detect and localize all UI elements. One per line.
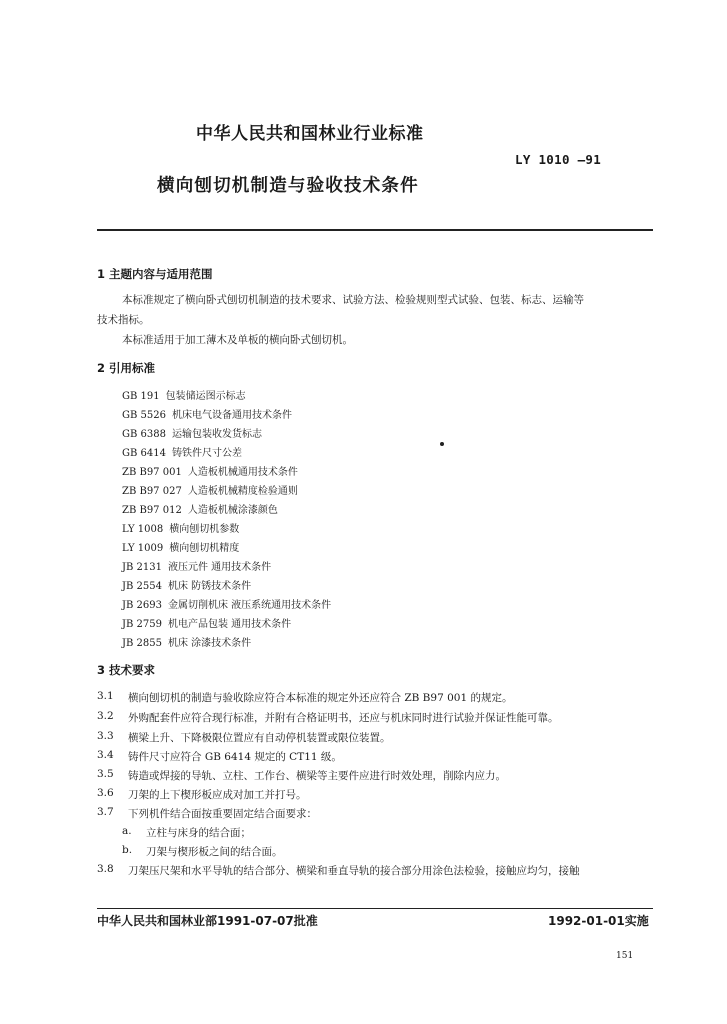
clause-number: 3.8 bbox=[97, 863, 114, 875]
reference-item bbox=[122, 425, 262, 440]
effective-date: 1992-01-01实施 bbox=[548, 914, 649, 928]
reference-name: 人造板机械通用技术条件 bbox=[187, 467, 298, 478]
section-1-paragraph-1b: 技术指标。 bbox=[97, 314, 150, 326]
reference-name: 机电产品包装 通用技术条件 bbox=[168, 619, 292, 630]
footer-divider bbox=[97, 908, 653, 909]
clause-subitem-text: 刀架与楔形板之间的结合面。 bbox=[146, 846, 283, 858]
clause-number: 3.6 bbox=[97, 787, 114, 799]
reference-code: ZB B97 012 bbox=[122, 505, 182, 516]
clause-text: 横梁上升、下降极限位置应有自动停机装置或限位装置。 bbox=[128, 732, 391, 744]
section-1-heading: 1 主题内容与适用范围 bbox=[97, 267, 213, 281]
reference-code: JB 2759 bbox=[122, 619, 162, 630]
reference-code: JB 2554 bbox=[122, 581, 162, 592]
reference-code: GB 191 bbox=[122, 391, 160, 402]
clause-number: 3.7 bbox=[97, 806, 114, 818]
clause-text: 外购配套件应符合现行标准，并附有合格证明书，还应与机床同时进行试验并保证性能可靠。 bbox=[128, 712, 559, 724]
section-2-heading: 2 引用标准 bbox=[97, 361, 156, 375]
reference-code: ZB B97 001 bbox=[122, 467, 182, 478]
reference-name: 金属切削机床 液压系统通用技术条件 bbox=[168, 600, 332, 611]
reference-name: 人造板机械涂漆颜色 bbox=[187, 505, 278, 516]
reference-name: 铸铁件尺寸公差 bbox=[171, 448, 242, 459]
clause-number: 3.5 bbox=[97, 768, 114, 780]
section-1-paragraph-1a: 本标准规定了横向卧式刨切机制造的技术要求、试验方法、检验规则型式试验、包装、标志、运输等 bbox=[122, 294, 584, 306]
reference-name: 横向刨切机精度 bbox=[169, 543, 240, 554]
clause-text: 横向刨切机的制造与验收除应符合本标准的规定外还应符合 ZB B97 001 的规定。 bbox=[128, 692, 513, 704]
reference-name: 机床 涂漆技术条件 bbox=[168, 638, 252, 649]
clause-subitem-label: b. bbox=[122, 844, 133, 856]
reference-code: LY 1008 bbox=[122, 524, 164, 535]
approval-statement: 中华人民共和国林业部1991-07-07批准 bbox=[97, 914, 318, 928]
reference-code: GB 6388 bbox=[122, 429, 166, 440]
reference-code: JB 2855 bbox=[122, 638, 162, 649]
reference-code: JB 2693 bbox=[122, 600, 162, 611]
reference-item bbox=[122, 634, 251, 649]
reference-name: 横向刨切机参数 bbox=[169, 524, 240, 535]
reference-item bbox=[122, 501, 278, 516]
clause-text: 刀架的上下楔形板应成对加工并打号。 bbox=[128, 789, 307, 801]
reference-item bbox=[122, 558, 271, 573]
reference-item bbox=[122, 615, 291, 630]
reference-item bbox=[122, 444, 242, 459]
reference-item bbox=[122, 387, 246, 402]
reference-item bbox=[122, 520, 239, 535]
header-divider bbox=[97, 229, 653, 231]
reference-code: GB 6414 bbox=[122, 448, 166, 459]
clause-number: 3.1 bbox=[97, 690, 114, 702]
clause-number: 3.2 bbox=[97, 710, 114, 722]
reference-name: 人造板机械精度检验通则 bbox=[187, 486, 298, 497]
document-title: 横向刨切机制造与验收技术条件 bbox=[157, 176, 419, 196]
clause-text: 铸造或焊接的导轨、立柱、工作台、横梁等主要件应进行时效处理，削除内应力。 bbox=[128, 770, 506, 782]
reference-code: JB 2131 bbox=[122, 562, 162, 573]
issuing-organization: 中华人民共和国林业行业标准 bbox=[196, 124, 424, 144]
reference-name: 包装储运图示标志 bbox=[165, 391, 246, 402]
reference-item bbox=[122, 463, 298, 478]
clause-text: 下列机件结合面按重要固定结合面要求： bbox=[128, 808, 317, 820]
clause-subitem-text: 立柱与床身的结合面； bbox=[146, 827, 251, 839]
clause-subitem-label: a. bbox=[122, 825, 132, 837]
clause-text: 铸件尺寸应符合 GB 6414 规定的 CT11 级。 bbox=[128, 751, 342, 763]
section-3-heading: 3 技术要求 bbox=[97, 663, 156, 677]
reference-name: 机床 防锈技术条件 bbox=[168, 581, 252, 592]
reference-item bbox=[122, 539, 239, 554]
clause-text: 刀架压尺架和水平导轨的结合部分、横梁和垂直导轨的接合部分用涂色法检验，接触应均匀，接触 bbox=[128, 865, 580, 877]
reference-code: LY 1009 bbox=[122, 543, 164, 554]
section-1-paragraph-2: 本标准适用于加工薄木及单板的横向卧式刨切机。 bbox=[122, 334, 353, 346]
page-number: 151 bbox=[616, 951, 634, 961]
reference-item bbox=[122, 596, 331, 611]
scan-speck bbox=[440, 442, 444, 446]
reference-item bbox=[122, 406, 292, 421]
reference-item bbox=[122, 577, 251, 592]
reference-code: GB 5526 bbox=[122, 410, 166, 421]
reference-name: 机床电气设备通用技术条件 bbox=[171, 410, 292, 421]
clause-number: 3.3 bbox=[97, 730, 114, 742]
reference-name: 运输包装收发货标志 bbox=[171, 429, 262, 440]
reference-item bbox=[122, 482, 298, 497]
standard-code: LY 1010 —91 bbox=[515, 152, 602, 167]
reference-code: ZB B97 027 bbox=[122, 486, 182, 497]
clause-number: 3.4 bbox=[97, 749, 114, 761]
reference-name: 液压元件 通用技术条件 bbox=[168, 562, 272, 573]
